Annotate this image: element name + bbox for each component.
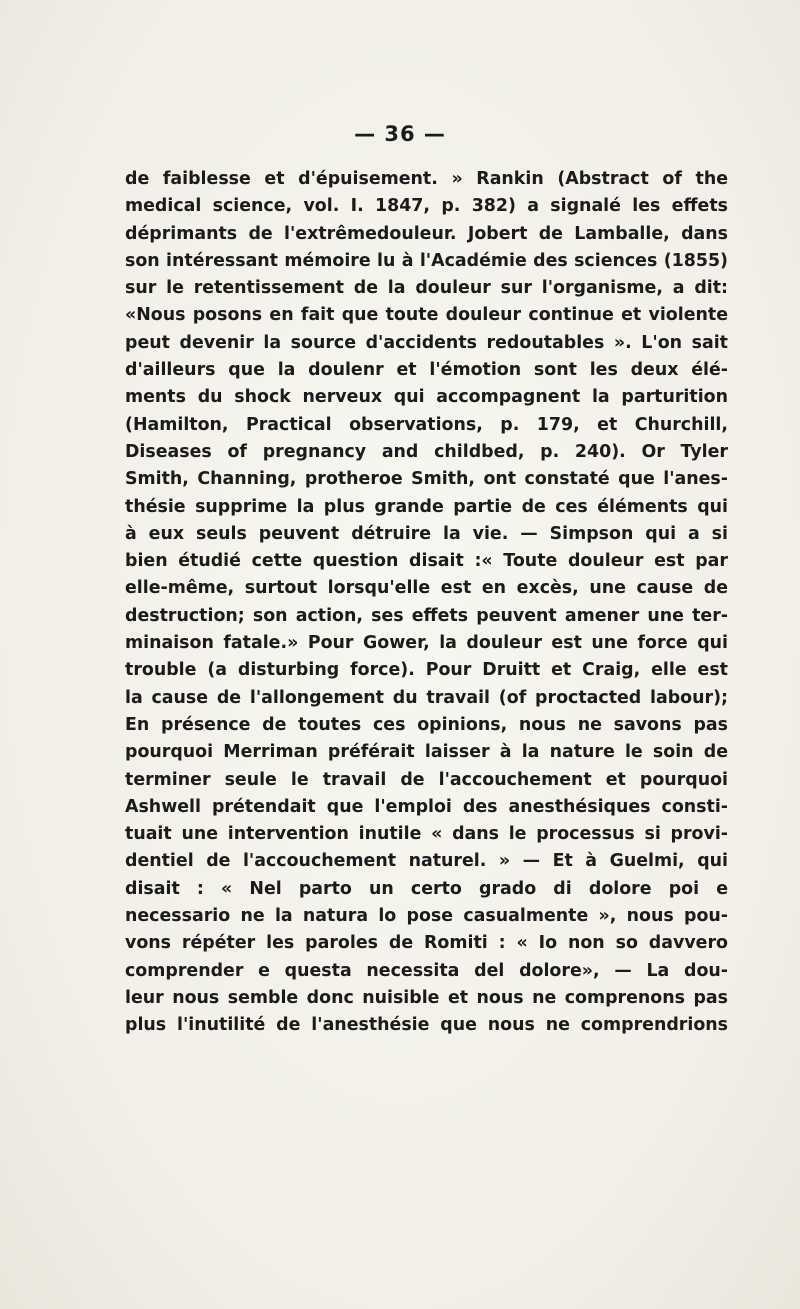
text-line: sur le retentissement de la douleur sur l'organisme, a dit: — [125, 278, 728, 299]
text-line: de faiblesse et d'épuisement. » Rankin (Abstract of the — [125, 169, 728, 189]
text-line: peut devenir la source d'accidents redoutables ». L'on sait — [125, 332, 728, 353]
text-line: leur nous semble donc nuisible et nous ne comprenons pas — [125, 987, 728, 1008]
text-line: (Hamilton, Practical observations, p. 179, et Churchill, — [125, 414, 728, 435]
text-line: pourquoi Merriman préférait laisser à la nature le soin de — [125, 742, 728, 763]
text-line: vons répéter les paroles de Romiti : « Io non so davvero — [125, 933, 728, 954]
text-line: disait : « Nel parto un certo grado di dolore poi e — [125, 878, 728, 899]
text-line: d'ailleurs que la doulenr et l'émotion sont les deux élé- — [125, 360, 728, 381]
text-line: déprimants de l'extrêmedouleur. Jobert de Lamballe, dans — [125, 223, 728, 244]
text-line: bien étudié cette question disait :« Toute douleur est par — [125, 551, 728, 572]
text-line: dentiel de l'accouchement naturel. » — Et à Guelmi, qui — [125, 851, 728, 872]
page-number: — 36 — — [354, 122, 446, 146]
text-line: terminer seule le travail de l'accouchement et pourquoi — [125, 769, 728, 790]
text-line: comprender e questa necessita del dolore», — La dou- — [125, 960, 728, 981]
text-line: plus l'inutilité de l'anesthésie que nous ne comprendrions — [125, 1015, 728, 1036]
text-line: à eux seuls peuvent détruire la vie. — Simpson qui a si — [125, 523, 728, 544]
text-line: tuait une intervention inutile « dans le processus si provi- — [125, 824, 728, 845]
text-line: la cause de l'allongement du travail (of proctacted labour); — [125, 687, 728, 708]
text-line: trouble (a disturbing force). Pour Druitt et Craig, elle est — [125, 660, 728, 681]
text-line: minaison fatale.» Pour Gower, la douleur est une force qui — [125, 633, 728, 654]
text-line: «Nous posons en fait que toute douleur continue et violente — [125, 305, 728, 326]
text-line: thésie supprime la plus grande partie de ces éléments qui — [125, 496, 728, 517]
text-line: destruction; son action, ses effets peuvent amener une ter- — [125, 605, 728, 626]
text-line: Diseases of pregnancy and childbed, p. 240). Or Tyler — [125, 441, 728, 462]
text-line: Smith, Channing, protheroe Smith, ont constaté que l'anes- — [125, 469, 728, 490]
text-line: Ashwell prétendait que l'emploi des anesthésiques consti- — [125, 796, 728, 817]
text-line: ments du shock nerveux qui accompagnent la parturition — [125, 387, 728, 408]
text-line: son intéressant mémoire lu à l'Académie des sciences (1855) — [125, 250, 728, 271]
text-line: elle-même, surtout lorsqu'elle est en excès, une cause de — [125, 578, 728, 599]
text-line: En présence de toutes ces opinions, nous ne savons pas — [125, 714, 728, 735]
text-line: necessario ne la natura lo pose casualmente », nous pou- — [125, 906, 728, 927]
body-text — [125, 166, 728, 1040]
text-line: medical science, vol. I. 1847, p. 382) a signalé les effets — [125, 196, 728, 217]
